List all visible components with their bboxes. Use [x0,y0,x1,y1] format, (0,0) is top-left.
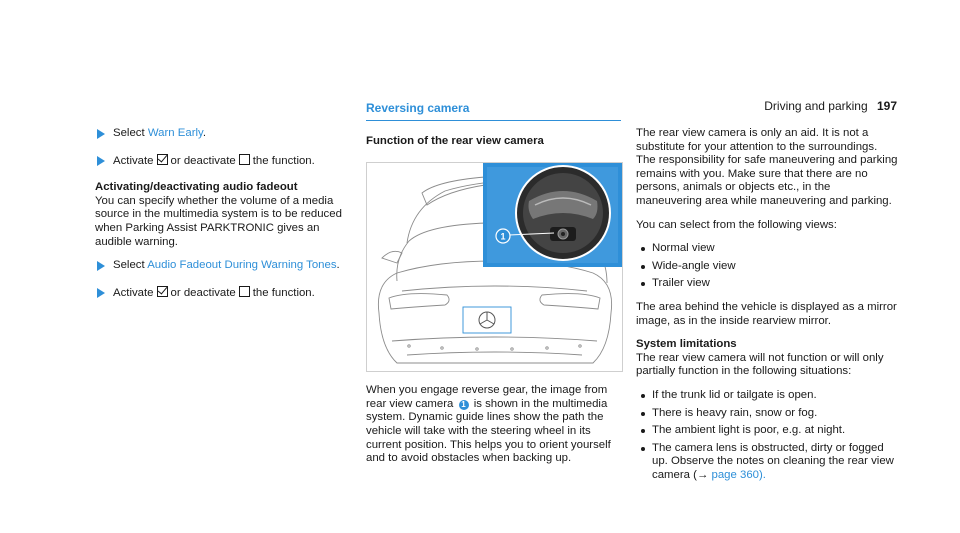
paragraph-text: is shown in the multimedia system. Dynamic guide lines show the path the vehicle will take with the steering wheel in its current position. This helps you to orient yourself and to avoid obstacles when backing up. [366,397,611,465]
bullet-icon [641,247,645,251]
audio-fadeout-heading: Activating/deactivating audio fadeout [95,181,298,194]
camera-function-paragraph [366,384,621,466]
list-item: There is heavy rain, snow or fog. [636,407,898,421]
page-reference-link[interactable]: page 360). [708,468,766,481]
step-activate-2 [95,286,350,301]
callout-marker: 1 [459,400,469,410]
limitations-intro: The rear view camera will not function or will only partially function in the following situations: [636,351,884,378]
step-text: Activate [113,154,154,167]
limitations-list [636,389,898,483]
list-item: The camera lens is obstructed, dirty or fogged up. Observe the notes on cleaning the rear view camera (→ page 360). [636,442,898,483]
step-text: or deactivate [170,154,236,167]
column-right [636,127,898,492]
bullet-icon [641,447,645,451]
mirror-image-paragraph: The area behind the vehicle is displayed as a mirror image, as in the inside rearview mirror. [636,300,897,327]
step-text: Select [113,127,148,139]
bullet-icon [641,429,645,433]
page-header [764,100,897,114]
section-name: Driving and parking [764,99,868,113]
column-left [95,127,350,313]
rear-camera-illustration [366,162,623,372]
system-limitations-heading: System limitations [636,338,737,351]
list-item: Trailer view [636,277,898,291]
step-text: Activate [113,286,154,299]
function-title: Function of the rear view camera [366,134,544,147]
step-warn-early [95,127,350,141]
bullet-icon [641,265,645,269]
step-activate-1 [95,154,350,169]
step-text: . [336,259,340,272]
audio-fadeout-link[interactable]: Audio Fadeout During Warning Tones [147,259,337,272]
step-arrow-icon [97,261,105,271]
bullet-icon [641,412,645,416]
arrow-right-icon: → [696,468,709,481]
section-title: Reversing camera [366,102,621,121]
step-text: . [202,127,207,139]
step-text: the function. [252,154,315,167]
step-audio-fadeout [95,259,350,273]
camera-closeup-icon [516,166,610,260]
checkbox-checked-icon [157,286,168,297]
page-number: 197 [876,99,897,113]
step-text: or deactivate [170,286,236,299]
checkbox-empty-icon [239,154,250,165]
figure-callout-label: 1 [500,231,506,242]
camera-aid-paragraph: The rear view camera is only an aid. It is not a substitute for your attention to the surroundings. The responsibility for safe maneuvering and parking remains with you. Make sure that there are no persons, animals or objects etc., in the maneuvering area while maneuvering and parking. [636,127,898,207]
brand-star-icon [479,312,495,328]
checkbox-empty-icon [239,286,250,297]
step-text: the function. [252,286,315,299]
step-arrow-icon [97,129,105,139]
step-arrow-icon [97,288,105,298]
warn-early-link[interactable]: Warn Early [147,127,203,139]
list-item: Wide-angle view [636,260,898,274]
checkbox-checked-icon [157,154,168,165]
views-list [636,242,898,291]
paragraph-text: When you engage reverse gear, the image from rear view camera [366,384,608,410]
step-text: Select [113,259,148,272]
step-arrow-icon [97,156,105,166]
bullet-icon [641,282,645,286]
column-middle [366,101,621,476]
list-item: The ambient light is poor, e.g. at night. [636,424,898,438]
views-intro: You can select from the following views: [636,218,837,231]
list-item: If the trunk lid or tailgate is open. [636,389,898,403]
list-item: Normal view [636,242,898,256]
audio-fadeout-paragraph: You can specify whether the volume of a media source in the multimedia system is to be reduced when Parking Assist PARKTRONIC gives an audible warning. [95,194,342,248]
bullet-icon [641,394,645,398]
car-rear-illustration [367,163,622,371]
